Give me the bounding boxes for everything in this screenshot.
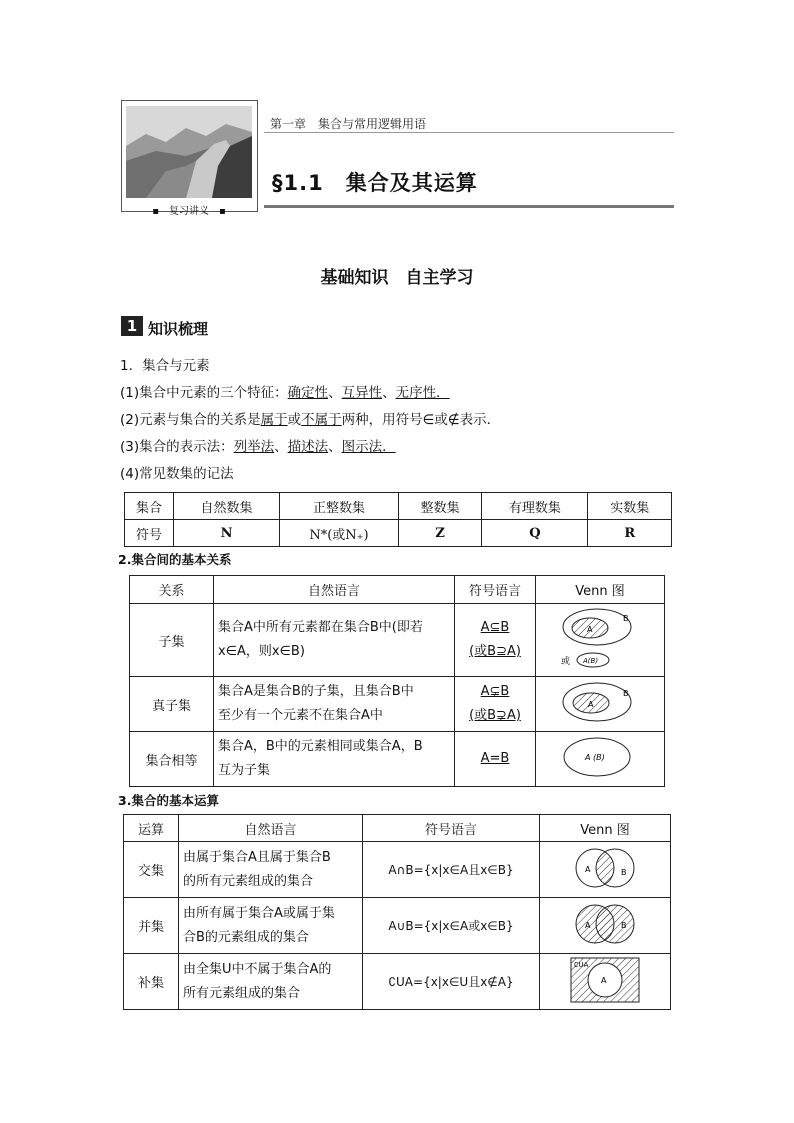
cell: A∪B={x|x∈A或x∈B}	[363, 898, 540, 954]
text: (3)集合的表示法：	[120, 439, 234, 455]
text: 合B的元素组成的集合	[183, 929, 309, 945]
section-label: 知识梳理	[148, 320, 209, 338]
section-badge: 1	[121, 316, 143, 336]
cell: 符号	[125, 520, 174, 547]
venn-label: A(B)	[583, 657, 599, 665]
header-cell: 自然语言	[179, 815, 363, 842]
relation-table	[129, 575, 665, 787]
cell: 自然数集	[174, 493, 280, 520]
answer: 列举法	[233, 439, 275, 455]
cell: 补集	[124, 954, 179, 1010]
cell	[214, 677, 455, 732]
item1-line3	[120, 438, 396, 456]
answer: 描述法	[287, 439, 329, 455]
venn-label: B	[623, 614, 629, 623]
cell	[540, 842, 671, 898]
cell: 集合相等	[130, 732, 214, 787]
item2-head: 2.集合间的基本关系	[118, 552, 232, 567]
text: 所有元素组成的集合	[183, 985, 301, 1001]
cell	[455, 604, 536, 677]
text: 由所有属于集合A或属于集	[183, 905, 335, 921]
header-cell: Venn 图	[536, 576, 665, 604]
cell	[214, 732, 455, 787]
operation-table	[123, 814, 671, 1010]
intersection-venn-icon	[565, 845, 645, 891]
answer: 图示法．	[341, 439, 396, 455]
text: 、	[382, 385, 396, 401]
header-cell: 运算	[124, 815, 179, 842]
cell	[536, 677, 665, 732]
great-wall-photo	[126, 106, 252, 198]
answer: 属于	[260, 412, 288, 428]
text: 、	[274, 439, 288, 455]
text: 由全集U中不属于集合A的	[183, 961, 332, 977]
cell	[179, 954, 363, 1010]
venn-label: A	[585, 864, 591, 874]
text: 、	[328, 439, 342, 455]
item1-line1	[120, 384, 450, 402]
cell: 交集	[124, 842, 179, 898]
cell: N	[174, 520, 280, 547]
cell: ∁UA={x|x∈U且x∉A}	[363, 954, 540, 1010]
answer: 确定性	[287, 385, 329, 401]
cell	[179, 898, 363, 954]
text: 集合A是集合B的子集，且集合B中	[218, 684, 414, 699]
answer: 不属于	[301, 412, 342, 428]
text: x∈A，则x∈B)	[218, 644, 305, 659]
header-cell: Venn 图	[540, 815, 671, 842]
cell: Z	[398, 520, 482, 547]
answer: (或B⊋A)	[469, 708, 521, 723]
header-cell: 符号语言	[363, 815, 540, 842]
cell	[536, 732, 665, 787]
venn-label: A	[601, 975, 607, 985]
header-rule	[264, 132, 674, 133]
answer: 互异性	[341, 385, 383, 401]
venn-label: A (B)	[585, 753, 605, 762]
cell: A∩B={x|x∈A且x∈B}	[363, 842, 540, 898]
answer: A⊊B	[480, 684, 510, 699]
text: 至少有一个元素不在集合A中	[218, 708, 383, 723]
chapter-title: 第一章 集合与常用逻辑用语	[270, 117, 427, 131]
union-venn-icon	[565, 901, 645, 947]
item1-head: 1．集合与元素	[120, 358, 210, 374]
answer: A⊆B	[480, 620, 510, 635]
cell: R	[588, 520, 672, 547]
answer: A=B	[480, 751, 510, 766]
equal-sets-venn-icon	[545, 733, 655, 781]
cell	[179, 842, 363, 898]
venn-label: A	[588, 700, 594, 709]
cell: 正整数集	[280, 493, 399, 520]
text: 两种，用符号∈或∉表示．	[341, 412, 501, 428]
cell	[214, 604, 455, 677]
cell	[455, 732, 536, 787]
cell	[536, 604, 665, 677]
section-title: §1.1 集合及其运算	[272, 171, 478, 195]
venn-label: A	[587, 625, 593, 634]
text: 集合A，B中的元素相同或集合A，B	[218, 739, 423, 754]
cell: 有理数集	[482, 493, 588, 520]
header-cell: 自然语言	[214, 576, 455, 604]
text: 的所有元素组成的集合	[183, 873, 314, 889]
header-cell: 符号语言	[455, 576, 536, 604]
cell: 集合	[125, 493, 174, 520]
cell	[540, 954, 671, 1010]
review-label: ▪ 复习讲义 ▪	[152, 206, 226, 217]
cell: 整数集	[398, 493, 482, 520]
venn-label: 或	[561, 657, 571, 667]
venn-label: ∁UA	[574, 960, 589, 969]
text: 集合A中所有元素都在集合B中(即若	[218, 620, 423, 635]
venn-label: B	[623, 689, 629, 698]
text: (2)元素与集合的关系是	[120, 412, 261, 428]
cell: 真子集	[130, 677, 214, 732]
answer: (或B⊇A)	[469, 644, 521, 659]
text: (1)集合中元素的三个特征：	[120, 385, 288, 401]
cell: 实数集	[588, 493, 672, 520]
text: 、	[328, 385, 342, 401]
cell: Q	[482, 520, 588, 547]
answer: 无序性．	[395, 385, 450, 401]
item1-line2	[120, 411, 500, 429]
cell	[455, 677, 536, 732]
text: 由属于集合A且属于集合B	[183, 849, 331, 865]
item3-head: 3.集合的基本运算	[118, 793, 219, 808]
item1-line4: (4)常见数集的记法	[120, 466, 234, 482]
proper-subset-venn-icon	[545, 678, 655, 726]
text: 互为子集	[218, 763, 271, 778]
subset-venn-icon	[545, 605, 655, 671]
venn-label: B	[621, 867, 627, 877]
complement-venn-icon	[565, 955, 645, 1005]
venn-label: A	[585, 920, 591, 930]
cell	[540, 898, 671, 954]
cell: 并集	[124, 898, 179, 954]
header-cell: 关系	[130, 576, 214, 604]
numset-table	[124, 492, 672, 547]
cell: N*(或N₊)	[280, 520, 399, 547]
venn-label: B	[621, 920, 627, 930]
page-title: 基础知识 自主学习	[320, 268, 474, 288]
cell: 子集	[130, 604, 214, 677]
text: 或	[287, 412, 302, 428]
header-rule-thick	[264, 205, 674, 208]
